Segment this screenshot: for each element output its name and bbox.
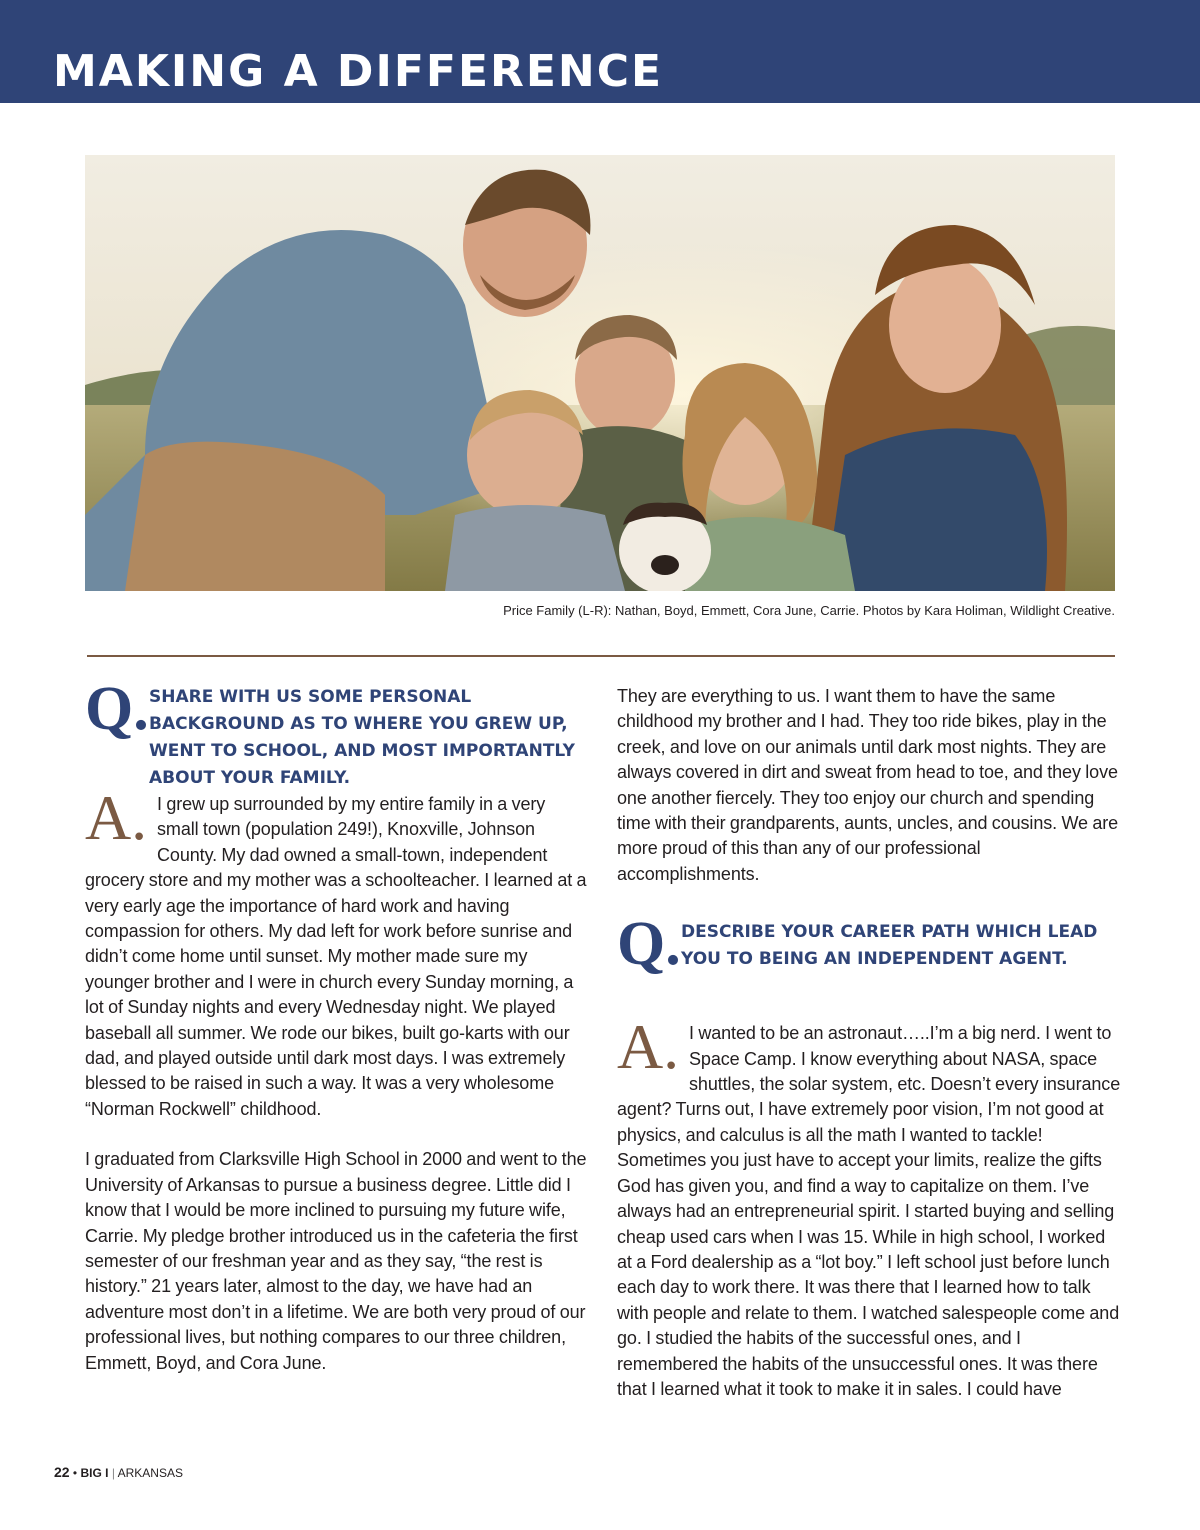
divider-rule bbox=[87, 655, 1115, 657]
answer-paragraph: They are everything to us. I want them to have the same childhood my brother and I had. They too ride bikes, play in the creek, and love on our animals until dark most nights. They are always covered in dirt and sweat from head to toe, and they love one another fiercely. They too enjoy our church and spending time with their grandparents, aunts, uncles, and cousins. We are more proud of this than any of our professional accomplishments. bbox=[617, 686, 1119, 884]
answer-block bbox=[617, 1011, 1122, 1402]
footer-state: ARKANSAS bbox=[117, 1466, 183, 1480]
article-column-right bbox=[617, 684, 1122, 1402]
article-column-left bbox=[85, 675, 590, 1376]
question-marker: Q. bbox=[85, 675, 149, 743]
question-block bbox=[617, 910, 1122, 983]
question-heading: SHARE WITH US SOME PERSONAL BACKGROUND AS TO WHERE YOU GREW UP, WENT TO SCHOOL, AND MOST IMPORTANTLY ABOUT YOUR FAMILY. bbox=[149, 687, 575, 788]
answer-paragraph bbox=[85, 782, 590, 1122]
question-block bbox=[85, 675, 590, 788]
section-banner bbox=[0, 0, 1200, 103]
footer-bullet: • bbox=[72, 1466, 78, 1480]
answer-paragraph-text: I wanted to be an astronaut…..I’m a big nerd. I went to Space Camp. I know everything about NASA, space shuttles, the solar system, etc. Doesn’t every insurance agent? Turns out, I have extremely poor vision, I’m not good at physics, and calculus is all the math I wanted to tackle! Sometimes you just have to accept your limits, realize the gifts God has given you, and find a way to capitalize on them. I’ve always had an entrepreneurial spirit. I started buying and selling cheap used cars when I was 15. While in high school, I worked at a Ford dealership as a “lot boy.” I left school just before lunch each day to work there. It was there that I learned how to talk with people and relate to them. I watched salespeople come and go. I studied the habits of the successful ones, and I remembered the habits of the unsuccessful ones. It was there that I learned what it took to make it in sales. I could have bbox=[617, 1023, 1121, 1399]
answer-paragraph: I graduated from Clarksville High School in 2000 and went to the University of Arkansas to pursue a business degree. Little did I know that I would be more inclined to pursuing my future wife, Carrie. My pledge brother introduced us in the cafeteria the first semester of our freshman year and as they say, “the rest is history.” 21 years later, almost to the day, we have had an adventure most don’t in a lifetime. We are both very proud of our professional lives, but nothing compares to our three children, Emmett, Boyd, and Cora June. bbox=[85, 1149, 587, 1373]
answer-paragraph-text: I grew up surrounded by my entire family in a very small town (population 249!), Knoxville, Johnson County. My dad owned a small-town, independent grocery store and my mother was a schoolteacher. I learned at a very early age the importance of hard work and having compassion for others. My dad left for work before sunrise and didn’t come home until sunset. My mother made sure my younger brother and I were in church every Sunday morning, a lot of Sunday nights and every Wednesday night. We played baseball all summer. We rode our bikes, built go-karts with our dad, and played outside until dark most days. I was extremely blessed to be raised in such a way. It was a very wholesome “Norman Rockwell” childhood. bbox=[85, 794, 587, 1119]
answer-block bbox=[85, 782, 590, 1376]
answer-marker: A. bbox=[85, 782, 148, 853]
photo-caption: Price Family (L-R): Nathan, Boyd, Emmett, Cora June, Carrie. Photos by Kara Holiman, Wildlight Creative. bbox=[503, 603, 1115, 618]
page-number: 22 bbox=[54, 1464, 70, 1480]
publication-name: BIG I bbox=[80, 1466, 109, 1480]
family-photo-image bbox=[85, 155, 1115, 591]
family-photo bbox=[85, 155, 1115, 591]
question-heading: DESCRIBE YOUR CAREER PATH WHICH LEAD YOU TO BEING AN INDEPENDENT AGENT. bbox=[681, 922, 1098, 970]
footer-separator: | bbox=[111, 1466, 115, 1480]
answer-paragraph bbox=[617, 1011, 1122, 1402]
answer-marker: A. bbox=[617, 1011, 680, 1083]
answer-continuation bbox=[617, 684, 1122, 887]
page-footer bbox=[54, 1464, 183, 1480]
section-title: MAKING A DIFFERENCE bbox=[53, 46, 664, 97]
question-marker: Q. bbox=[617, 910, 681, 979]
